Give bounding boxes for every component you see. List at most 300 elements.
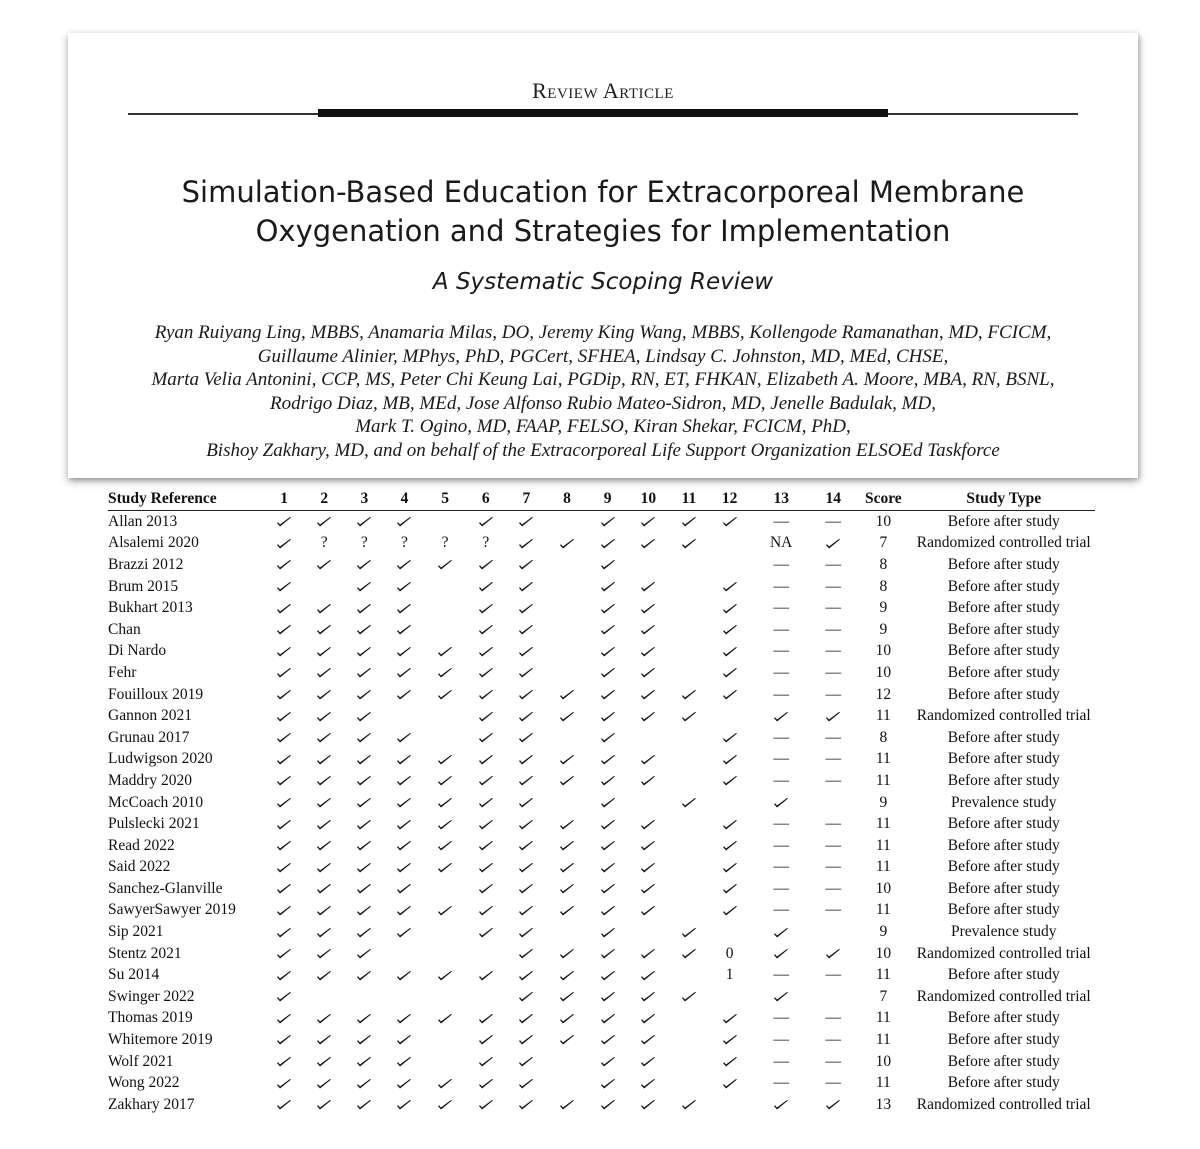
checkmark-icon [640, 1099, 656, 1111]
criterion-cell [384, 619, 425, 641]
criterion-cell [465, 857, 506, 879]
criterion-cell [425, 597, 466, 619]
criterion-cell: — [773, 1031, 789, 1049]
checkmark-icon [356, 603, 372, 615]
study-reference-cell: Gannon 2021 [108, 707, 192, 725]
checkmark-icon [722, 732, 738, 744]
study-reference-cell: Whitemore 2019 [108, 1031, 213, 1049]
criterion-cell [709, 1051, 750, 1073]
criterion-cell [264, 1029, 304, 1051]
checkmark-icon [316, 1078, 332, 1090]
checkmark-icon [356, 754, 372, 766]
criterion-cell [304, 943, 345, 965]
criterion-cell: — [825, 750, 842, 768]
checkmark-icon [356, 883, 372, 895]
checkmark-icon [681, 711, 697, 723]
author-line: Guillaume Alinier, MPhys, PhD, PGCert, SFHEA, Lindsay C. Johnston, MD, MEd, CHSE, [257, 345, 949, 367]
criterion-cell: — [825, 663, 842, 681]
checkmark-icon [681, 948, 697, 960]
criterion-cell [465, 1051, 506, 1073]
criterion-cell [506, 1072, 547, 1094]
column-header-study-type: Study Type [913, 488, 1096, 511]
criterion-cell [587, 662, 628, 684]
criterion-cell [669, 1029, 710, 1051]
study-type-cell: Before after study [947, 577, 1060, 595]
criterion-cell [506, 641, 547, 663]
checkmark-icon [356, 819, 372, 831]
checkmark-icon [600, 840, 616, 852]
study-reference-cell: Fouilloux 2019 [108, 685, 204, 703]
criterion-cell [345, 619, 385, 641]
checkmark-icon [518, 538, 534, 550]
criterion-cell [547, 1094, 588, 1116]
study-type-cell: Before after study [947, 599, 1060, 617]
column-header-criterion-13: 13 [750, 488, 813, 511]
criterion-cell [506, 792, 547, 814]
criterion-cell [587, 1051, 628, 1073]
criterion-cell [304, 813, 345, 835]
checkmark-icon [356, 970, 372, 982]
checkmark-icon [640, 1034, 656, 1046]
criterion-cell [345, 986, 385, 1008]
criterion-cell [750, 705, 813, 727]
score-cell: 10 [875, 1052, 892, 1070]
checkmark-icon [600, 754, 616, 766]
table-row [108, 662, 1095, 684]
column-header-criterion-8: 8 [547, 488, 588, 511]
checkmark-icon [640, 1013, 656, 1025]
checkmark-icon [356, 1099, 372, 1111]
criterion-cell [425, 576, 466, 598]
checkmark-icon [640, 624, 656, 636]
checkmark-icon [640, 516, 656, 528]
checkmark-icon [478, 862, 494, 874]
score-cell: 9 [879, 620, 888, 638]
study-reference-cell: Sanchez-Glanville [108, 879, 223, 897]
criterion-cell [812, 1094, 854, 1116]
criterion-cell [425, 1008, 466, 1030]
checkmark-icon [316, 754, 332, 766]
criterion-cell [384, 1051, 425, 1073]
criterion-cell [345, 554, 385, 576]
checkmark-icon [437, 754, 453, 766]
criterion-cell [750, 1094, 813, 1116]
author-line: Rodrigo Diaz, MB, MEd, Jose Alfonso Rubio Mateo-Sidron, MD, Jenelle Badulak, MD, [270, 392, 936, 414]
checkmark-icon [600, 516, 616, 528]
criterion-cell [304, 792, 345, 814]
checkmark-icon [396, 516, 412, 528]
checkmark-icon [316, 732, 332, 744]
criterion-cell: — [773, 1052, 789, 1070]
criterion-cell [587, 1008, 628, 1030]
checkmark-icon [276, 538, 292, 550]
criterion-cell [465, 986, 506, 1008]
checkmark-icon [276, 732, 292, 744]
criterion-cell [587, 1072, 628, 1094]
criterion-cell [384, 878, 425, 900]
criterion-cell [709, 749, 750, 771]
checkmark-icon [825, 948, 841, 960]
checkmark-icon [478, 1013, 494, 1025]
checkmark-icon [396, 840, 412, 852]
criterion-cell [304, 1072, 345, 1094]
criterion-cell [345, 900, 385, 922]
criterion-cell [506, 900, 547, 922]
criterion-cell: — [825, 642, 842, 660]
criterion-cell [628, 684, 669, 706]
checkmark-icon [396, 581, 412, 593]
criterion-cell [465, 554, 506, 576]
criterion-cell [506, 770, 547, 792]
checkmark-icon [276, 775, 292, 787]
score-cell: 8 [879, 577, 888, 595]
criterion-cell [264, 619, 304, 641]
checkmark-icon [478, 624, 494, 636]
criterion-cell [425, 813, 466, 835]
criterion-cell [547, 641, 588, 663]
criterion-cell [304, 964, 345, 986]
score-cell: 11 [875, 966, 891, 984]
checkmark-icon [600, 1056, 616, 1068]
column-header-criterion-9: 9 [587, 488, 628, 511]
criterion-cell: — [825, 966, 842, 984]
criterion-cell: — [825, 1031, 842, 1049]
criterion-cell: — [825, 858, 842, 876]
criterion-cell [709, 511, 750, 533]
study-type-cell: Before after study [947, 1009, 1060, 1027]
checkmark-icon [276, 1056, 292, 1068]
checkmark-icon [316, 646, 332, 658]
checkmark-icon [316, 797, 332, 809]
study-reference-cell: Allan 2013 [108, 512, 178, 530]
checkmark-icon [518, 775, 534, 787]
criterion-cell [669, 813, 710, 835]
author-line: Bishoy Zakhary, MD, and on behalf of the Extracorporeal Life Support Organization ELSOEd Taskforce [206, 439, 1000, 461]
criterion-cell [506, 835, 547, 857]
checkmark-icon [396, 732, 412, 744]
criterion-cell [264, 533, 304, 555]
criterion-cell [384, 1029, 425, 1051]
checkmark-icon [316, 840, 332, 852]
checkmark-icon [478, 840, 494, 852]
criterion-cell [669, 792, 710, 814]
checkmark-icon [437, 559, 453, 571]
criterion-cell [384, 727, 425, 749]
checkmark-icon [722, 1034, 738, 1046]
checkmark-icon [396, 667, 412, 679]
criterion-cell [628, 1008, 669, 1030]
checkmark-icon [276, 559, 292, 571]
checkmark-icon [478, 927, 494, 939]
checkmark-icon [600, 1034, 616, 1046]
criterion-cell [669, 597, 710, 619]
criterion-cell [425, 921, 466, 943]
criterion-cell [628, 554, 669, 576]
checkmark-icon [396, 905, 412, 917]
checkmark-icon [559, 538, 575, 550]
section-label: Review Article [532, 78, 674, 103]
checkmark-icon [773, 948, 789, 960]
criterion-cell [425, 554, 466, 576]
criterion-cell [384, 749, 425, 771]
score-cell: 7 [879, 534, 888, 552]
checkmark-icon [773, 797, 789, 809]
checkmark-icon [722, 883, 738, 895]
checkmark-icon [518, 581, 534, 593]
criterion-cell [384, 1072, 425, 1094]
criterion-cell [465, 792, 506, 814]
checkmark-icon [600, 927, 616, 939]
criterion-cell [628, 597, 669, 619]
checkmark-icon [600, 970, 616, 982]
criterion-cell [384, 792, 425, 814]
checkmark-icon [276, 819, 292, 831]
checkmark-icon [356, 1034, 372, 1046]
score-cell: 10 [875, 663, 892, 681]
criterion-cell: — [773, 577, 789, 595]
checkmark-icon [276, 624, 292, 636]
author-line: Marta Velia Antonini, CCP, MS, Peter Chi Keung Lai, PGDip, RN, ET, FHKAN, Elizabeth A. Moore, MBA, RN, BSNL, [151, 369, 1055, 390]
criterion-cell [506, 554, 547, 576]
criterion-cell: — [773, 815, 789, 833]
checkmark-icon [722, 689, 738, 701]
criterion-cell [345, 835, 385, 857]
checkmark-icon [600, 581, 616, 593]
checkmark-icon [396, 797, 412, 809]
checkmark-icon [518, 1013, 534, 1025]
study-type-cell: Before after study [947, 685, 1060, 703]
checkmark-icon [276, 667, 292, 679]
table-row [108, 1094, 1095, 1116]
column-header-criterion-7: 7 [506, 488, 547, 511]
checkmark-icon [356, 905, 372, 917]
checkmark-icon [478, 516, 494, 528]
checkmark-icon [478, 970, 494, 982]
checkmark-icon [559, 1013, 575, 1025]
checkmark-icon [316, 689, 332, 701]
criterion-cell [264, 986, 304, 1008]
checkmark-icon [518, 970, 534, 982]
checkmark-icon [518, 711, 534, 723]
column-header-study-reference: Study Reference [108, 488, 264, 511]
checkmark-icon [640, 948, 656, 960]
criterion-cell [425, 986, 466, 1008]
criterion-cell [384, 964, 425, 986]
score-cell: 10 [875, 642, 892, 660]
checkmark-icon [396, 603, 412, 615]
checkmark-icon [722, 603, 738, 615]
criterion-cell [304, 835, 345, 857]
column-header-criterion-11: 11 [669, 488, 710, 511]
criterion-cell [709, 1072, 750, 1094]
table-row [108, 749, 1095, 771]
criterion-cell [628, 964, 669, 986]
table-row [108, 964, 1095, 986]
criterion-cell: — [773, 728, 789, 746]
checkmark-icon [437, 667, 453, 679]
criterion-cell [304, 705, 345, 727]
criterion-cell [547, 1008, 588, 1030]
criterion-cell [345, 1094, 385, 1116]
table-row [108, 727, 1095, 749]
criterion-cell [709, 684, 750, 706]
score-cell: 10 [875, 944, 892, 962]
criterion-cell [506, 705, 547, 727]
checkmark-icon [681, 538, 697, 550]
checkmark-icon [396, 862, 412, 874]
study-reference-cell: Maddry 2020 [108, 771, 192, 789]
checkmark-icon [518, 667, 534, 679]
checkmark-icon [681, 689, 697, 701]
criterion-cell [547, 554, 588, 576]
checkmark-icon [316, 603, 332, 615]
checkmark-icon [559, 970, 575, 982]
criterion-cell [506, 921, 547, 943]
criterion-cell [587, 705, 628, 727]
criterion-cell [547, 749, 588, 771]
criterion-cell [264, 857, 304, 879]
criterion-cell [264, 511, 304, 533]
criterion-cell [465, 921, 506, 943]
study-reference-cell: Chan [108, 620, 141, 638]
criterion-cell [264, 943, 304, 965]
checkmark-icon [600, 991, 616, 1003]
checkmark-icon [518, 1034, 534, 1046]
criterion-cell [304, 1008, 345, 1030]
criterion-cell [384, 986, 425, 1008]
checkmark-icon [640, 840, 656, 852]
checkmark-icon [600, 1099, 616, 1111]
table-row [108, 684, 1095, 706]
criterion-cell [750, 921, 813, 943]
checkmark-icon [559, 819, 575, 831]
checkmark-icon [437, 819, 453, 831]
criterion-cell: — [825, 512, 842, 530]
checkmark-icon [316, 624, 332, 636]
checkmark-icon [276, 646, 292, 658]
criterion-cell [587, 641, 628, 663]
checkmark-icon [773, 927, 789, 939]
criterion-cell [628, 749, 669, 771]
criterion-cell [709, 1029, 750, 1051]
checkmark-icon [640, 1056, 656, 1068]
checkmark-icon [600, 732, 616, 744]
criterion-cell: — [825, 1052, 842, 1070]
criterion-cell [425, 662, 466, 684]
criterion-cell [304, 641, 345, 663]
checkmark-icon [356, 1078, 372, 1090]
criterion-cell [709, 597, 750, 619]
checkmark-icon [437, 775, 453, 787]
checkmark-icon [722, 1056, 738, 1068]
checkmark-icon [518, 948, 534, 960]
criterion-cell [304, 511, 345, 533]
criterion-cell [709, 878, 750, 900]
criterion-cell [264, 900, 304, 922]
criterion-cell [465, 1029, 506, 1051]
checkmark-icon [478, 797, 494, 809]
criterion-cell [465, 878, 506, 900]
column-header-criterion-4: 4 [384, 488, 425, 511]
checkmark-icon [437, 905, 453, 917]
criterion-cell: 0 [725, 944, 734, 962]
checkmark-icon [396, 1056, 412, 1068]
checkmark-icon [276, 862, 292, 874]
checkmark-icon [722, 1078, 738, 1090]
criterion-cell: — [773, 966, 789, 984]
checkmark-icon [559, 883, 575, 895]
checkmark-icon [559, 689, 575, 701]
criterion-cell [587, 619, 628, 641]
criterion-cell [506, 986, 547, 1008]
checkmark-icon [437, 797, 453, 809]
study-reference-cell: Read 2022 [108, 836, 175, 854]
criterion-cell [264, 792, 304, 814]
criterion-cell [506, 727, 547, 749]
criterion-cell [345, 597, 385, 619]
criterion-cell: — [773, 836, 789, 854]
checkmark-icon [478, 1034, 494, 1046]
criterion-cell: 1 [725, 966, 734, 984]
criterion-cell [506, 662, 547, 684]
article-subtitle: A Systematic Scoping Review [432, 269, 774, 295]
criterion-cell [506, 943, 547, 965]
criterion-cell [669, 835, 710, 857]
criterion-cell: — [825, 836, 842, 854]
checkmark-icon [640, 646, 656, 658]
criterion-cell [465, 576, 506, 598]
criterion-cell [709, 705, 750, 727]
checkmark-icon [600, 948, 616, 960]
criterion-cell [547, 597, 588, 619]
checkmark-icon [276, 581, 292, 593]
checkmark-icon [356, 1056, 372, 1068]
criterion-cell [587, 684, 628, 706]
checkmark-icon [276, 689, 292, 701]
criterion-cell [587, 878, 628, 900]
criterion-cell [587, 533, 628, 555]
criterion-cell [304, 857, 345, 879]
study-reference-cell: Zakhary 2017 [108, 1095, 195, 1113]
score-cell: 11 [875, 836, 891, 854]
criterion-cell [587, 813, 628, 835]
criterion-cell [304, 727, 345, 749]
checkmark-icon [600, 624, 616, 636]
criterion-cell [345, 1072, 385, 1094]
criterion-cell [304, 878, 345, 900]
study-type-cell: Before after study [947, 966, 1060, 984]
checkmark-icon [478, 1078, 494, 1090]
criterion-cell [506, 878, 547, 900]
checkmark-icon [316, 1034, 332, 1046]
criterion-cell [628, 1094, 669, 1116]
score-cell: 11 [875, 815, 891, 833]
criterion-cell [264, 749, 304, 771]
study-type-cell: Randomized controlled trial [916, 944, 1091, 962]
criterion-cell [709, 727, 750, 749]
checkmark-icon [640, 1078, 656, 1090]
article-title-line-1: Simulation-Based Education for Extracorporeal Membrane [181, 175, 1025, 209]
checkmark-icon [316, 1056, 332, 1068]
criterion-cell [547, 921, 588, 943]
checkmark-icon [722, 1013, 738, 1025]
criterion-cell [506, 576, 547, 598]
criterion-cell [345, 770, 385, 792]
checkmark-icon [559, 840, 575, 852]
checkmark-icon [681, 927, 697, 939]
criterion-cell [465, 511, 506, 533]
criterion-cell [709, 1008, 750, 1030]
